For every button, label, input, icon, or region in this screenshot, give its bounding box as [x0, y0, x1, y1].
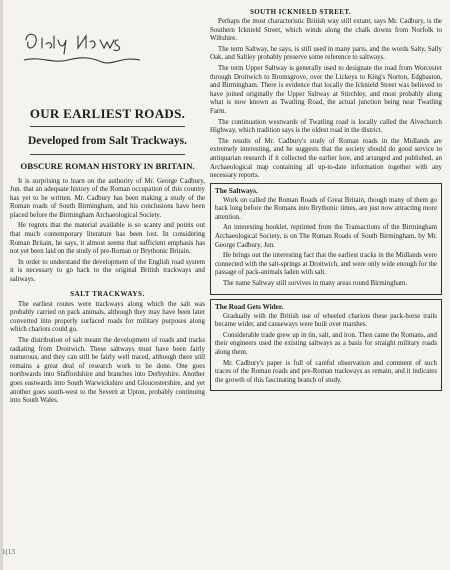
paragraph: The term Saltway, he says, is still used in many parts, and the words Salty, Sally Oak, and Saltley probably preserve some reference to saltways. [210, 45, 442, 62]
section-heading: SALT TRACKWAYS. [70, 289, 145, 298]
paragraph: Considerable trade grew up in tin, salt, and iron. Then came the Romans, and their engineers used the existing saltways as a basis for straight military roads along them. [215, 331, 437, 356]
section-heading: SOUTH ICKNIELD STREET. [250, 8, 352, 16]
paragraph: It is surprising to learn on the authority of Mr. George Cadbury, Jun. that an adequate history of the Roman occupation of this country has yet to be written. Mr. Cadbury has been making a study of the Roman roads of South Birmingham, and his conclusions have been placed before the Birmingham Archaeological Society. [10, 177, 205, 219]
paragraph: The continuation westwards of Twatling road is locally called the Alvechurch Highway, which tradition says is the oldest road in the district. [210, 118, 442, 135]
paragraph: He regrets that the material available is so scanty and points out that much contemporary literature has been lost. In considering Roman Britain, he says, it almost seems that sufficient emphasis has not yet been laid on the study of pre-Roman or Brythonic Britain. [10, 222, 205, 256]
paragraph: Work on called the Roman Roads of Great Britain, though many of them go back long before the Romans into Brythonic times, are just now attracting more attention. [215, 196, 437, 221]
paragraph: Gradually with the British use of wheeled chariots these pack-horse trails became wider, and causeways were built over marshes. [215, 312, 437, 329]
paragraph: The earliest routes were trackways along which the salt was probably carried on pack animals, although they may have been later converted into properly surfaced roads for military purposes along which chariots could go. [10, 300, 205, 334]
paragraph: The name Saltway still survives in many areas round Birmingham. [223, 280, 408, 288]
handwritten-annotation [22, 30, 142, 76]
margin-number: 1(13 [2, 548, 15, 556]
boxed-article-saltways [210, 183, 442, 295]
right-column [210, 8, 442, 565]
box-title: The Road Gets Wider. [215, 302, 284, 311]
paragraph: The term Upper Saltway is generally used to designate the road from Worcester through Droitwich to Bromsgrove, over the Lickeys to King's Norton, Edgbaston, and Birmingham. There is evidence that locally the Icknield Street was believed to have joined originally the Upper Saltway at Stirchley, and most probably along what is now known as Twatling Road, the actual junction being near Twatling Farm. [210, 64, 442, 115]
paragraph: Mr. Cadbury's paper is full of careful observation and comment of such traces of the Roman roads and pre-Roman trackways as remain, and it indicates the growth of this fascinating branch of study. [215, 359, 437, 384]
subheadline: Developed from Salt Trackways. [27, 135, 188, 147]
paragraph: Perhaps the most characteristic British way still extant, says Mr. Cadbury, is the Southern Icknield Street, which winds along the chalk downs from Norfolk to Wiltshire. [210, 18, 442, 43]
paragraph: An interesting booklet, reprinted from the Transactions of the Birmingham Archaeological Society, is on The Roman Roads of South Birmingham, by Mr. George Cadbury, Jun. [215, 224, 437, 249]
paragraph: He brings out the interesting fact that the earliest tracks in the Midlands were connected with the salt-springs at Droitwich, and were only wide enough for the passage of pack-animals laden with salt. [215, 252, 437, 277]
paragraph: The distribution of salt meant the development of roads and tracks radiating from Droitwich. These saltways must have been fairly numerous, and they can still be fairly well traced, although there still remains a great deal of research work to be done. One goes northwards into Staffordshire and branches into Derbyshire. Another goes eastwards into South Warwickshire and Gloucestershire, and yet another goes south-west to the Severn at Upton, probably continuing into South Wales. [10, 337, 205, 405]
paragraph: The results of Mr. Cadbury's study of Roman roads in the Midlands are extremely interesting, and he suggests that the society should do good service to antiquarian research if it collected the earlier lore, and arranged and published, an Archaeological map containing all up-to-date information together with any necessary reports. [210, 137, 442, 180]
divider [30, 154, 185, 155]
page-edge [0, 0, 3, 570]
paragraph: In order to understand the development of the English road system it is necessary to go back to the original British trackways and saltways. [10, 258, 205, 284]
box-title: The Saltways. [215, 186, 258, 195]
left-column [10, 100, 205, 565]
boxed-article-road-wider [210, 299, 442, 392]
deck-headline: OBSCURE ROMAN HISTORY IN BRITAIN. [20, 161, 195, 171]
divider [30, 126, 185, 127]
headline: OUR EARLIEST ROADS. [29, 106, 186, 121]
